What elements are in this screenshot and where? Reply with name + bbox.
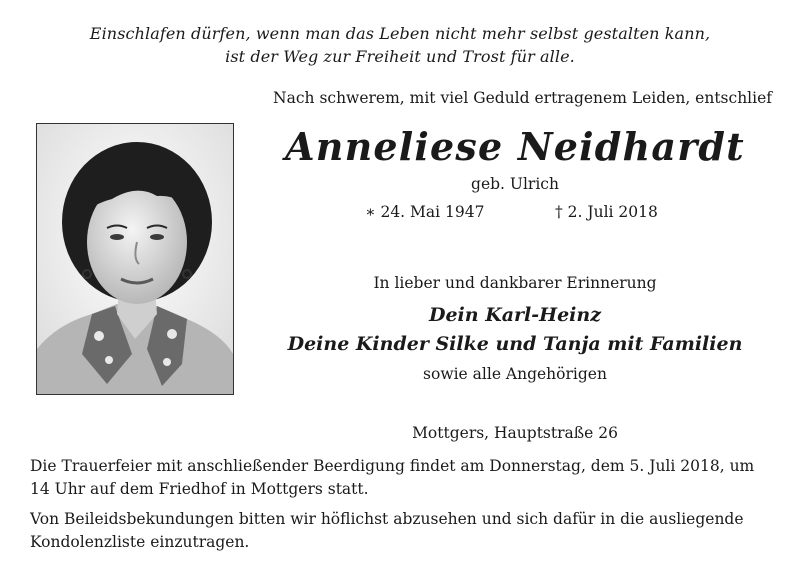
- condolences-line-2: Kondolenzliste einzutragen.: [30, 533, 250, 551]
- funeral-info-line-1: Die Trauerfeier mit anschließender Beerdigung findet am Donnerstag, dem 5. Juli 2018, um: [30, 457, 755, 475]
- funeral-info-line-2: 14 Uhr auf dem Friedhof in Mottgers statt.: [30, 480, 369, 498]
- survivor-relatives: sowie alle Angehörigen: [423, 365, 607, 383]
- maiden-name: geb. Ulrich: [471, 175, 559, 193]
- address: Mottgers, Hauptstraße 26: [412, 424, 618, 442]
- remembrance-line: In lieber und dankbarer Erinnerung: [373, 274, 657, 292]
- survivor-children: Deine Kinder Silke und Tanja mit Familien: [287, 333, 743, 355]
- death-date: † 2. Juli 2018: [555, 203, 658, 221]
- survivor-spouse: Dein Karl-Heinz: [428, 304, 601, 326]
- intro-text: Nach schwerem, mit viel Geduld ertragenem Leiden, entschlief: [273, 89, 772, 107]
- condolences-line-1: Von Beileidsbekundungen bitten wir höflichst abzusehen und sich dafür in die ausliegende: [30, 510, 744, 528]
- quote-line-1: Einschlafen dürfen, wenn man das Leben nicht mehr selbst gestalten kann,: [89, 24, 711, 43]
- birth-date: ∗ 24. Mai 1947: [365, 203, 485, 221]
- deceased-name: Anneliese Neidhardt: [285, 124, 745, 169]
- portrait-photo: [36, 123, 234, 395]
- quote-line-2: ist der Weg zur Freiheit und Trost für alle.: [225, 47, 575, 66]
